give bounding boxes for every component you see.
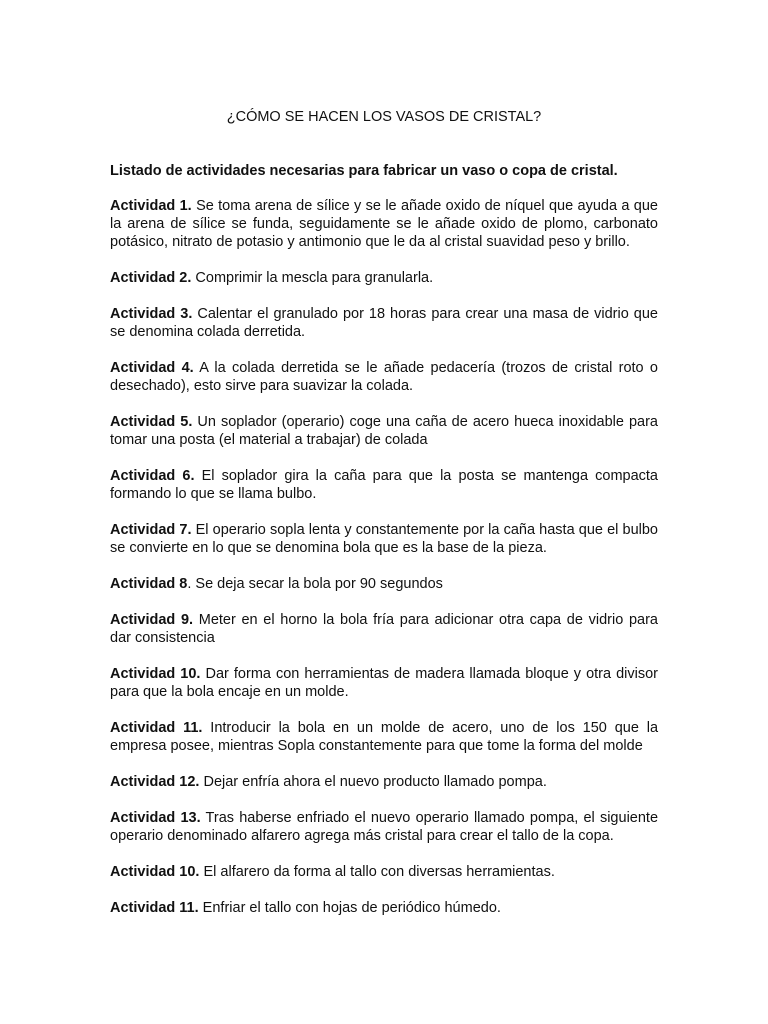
activity-label: Actividad 3.	[110, 306, 193, 322]
activity-text: El soplador gira la caña para que la posta se mantenga compacta formando lo que se llama bulbo.	[110, 468, 658, 502]
activity-label: Actividad 4.	[110, 360, 194, 376]
activity-label: Actividad 10.	[110, 864, 200, 880]
activity-paragraph	[110, 899, 658, 917]
activity-text: Comprimir la mescla para granularla.	[191, 270, 434, 286]
activity-paragraph	[110, 863, 658, 881]
activity-paragraph	[110, 665, 658, 701]
activity-text: Tras haberse enfriado el nuevo operario llamado pompa, el siguiente operario denominado alfarero agrega más cristal para crear el tallo de la copa.	[110, 810, 659, 844]
activity-paragraph	[110, 197, 658, 251]
activity-paragraph	[110, 773, 658, 791]
activity-paragraph	[110, 809, 658, 845]
activity-label: Actividad 8	[110, 576, 188, 592]
activity-text: Dar forma con herramientas de madera llamada bloque y otra divisor para que la bola encaje en un molde.	[110, 666, 659, 700]
activity-paragraph	[110, 575, 658, 593]
activity-text: Se toma arena de sílice y se le añade oxido de níquel que ayuda a que la arena de sílice se funda, seguidamente se le añade oxido de plomo, carbonato potásico, nitrato de potasio y antimonio que le da al cristal suavidad peso y brillo.	[110, 198, 658, 250]
activity-label: Actividad 5.	[110, 414, 193, 430]
activity-label: Actividad 12.	[110, 774, 200, 790]
activity-text: Meter en el horno la bola fría para adicionar otra capa de vidrio para dar consistencia	[110, 612, 658, 646]
activity-label: Actividad 11.	[110, 900, 199, 916]
activity-paragraph	[110, 719, 658, 755]
activity-paragraph	[110, 611, 658, 647]
activity-text: A la colada derretida se le añade pedacería (trozos de cristal roto o desechado), esto sirve para suavizar la colada.	[110, 360, 658, 394]
activity-label: Actividad 6.	[110, 468, 195, 484]
activity-paragraph	[110, 269, 658, 287]
activity-text: El alfarero da forma al tallo con diversas herramientas.	[199, 864, 555, 880]
activity-paragraph	[110, 413, 658, 449]
activity-paragraph	[110, 359, 658, 395]
activity-text: Dejar enfría ahora el nuevo producto llamado pompa.	[199, 774, 547, 790]
activity-text: Enfriar el tallo con hojas de periódico húmedo.	[198, 900, 501, 916]
document-intro: Listado de actividades necesarias para fabricar un vaso o copa de cristal.	[110, 163, 618, 179]
activity-text: Un soplador (operario) coge una caña de acero hueca inoxidable para tomar una posta (el material a trabajar) de colada	[110, 414, 658, 448]
activity-label: Actividad 7.	[110, 522, 192, 538]
activity-text: Calentar el granulado por 18 horas para crear una masa de vidrio que se denomina colada derretida.	[110, 306, 658, 340]
activity-text: Introducir la bola en un molde de acero, uno de los 150 que la empresa posee, mientras Sopla constantemente para que tome la forma del molde	[110, 720, 659, 754]
activity-label: Actividad 11.	[110, 720, 203, 736]
activity-paragraph	[110, 521, 658, 557]
activity-label: Actividad 13.	[110, 810, 201, 826]
activity-label: Actividad 1.	[110, 198, 192, 214]
activity-text: El operario sopla lenta y constantemente por la caña hasta que el bulbo se convierte en lo que se denomina bola que es la base de la pieza.	[110, 522, 658, 556]
activity-label: Actividad 9.	[110, 612, 194, 628]
activity-label: Actividad 2.	[110, 270, 192, 286]
activity-label: Actividad 10.	[110, 666, 201, 682]
activity-text: . Se deja secar la bola por 90 segundos	[187, 576, 443, 592]
activity-paragraph	[110, 467, 658, 503]
activity-paragraph	[110, 305, 658, 341]
document-title: ¿CÓMO SE HACEN LOS VASOS DE CRISTAL?	[226, 109, 542, 125]
document-page	[110, 108, 658, 935]
